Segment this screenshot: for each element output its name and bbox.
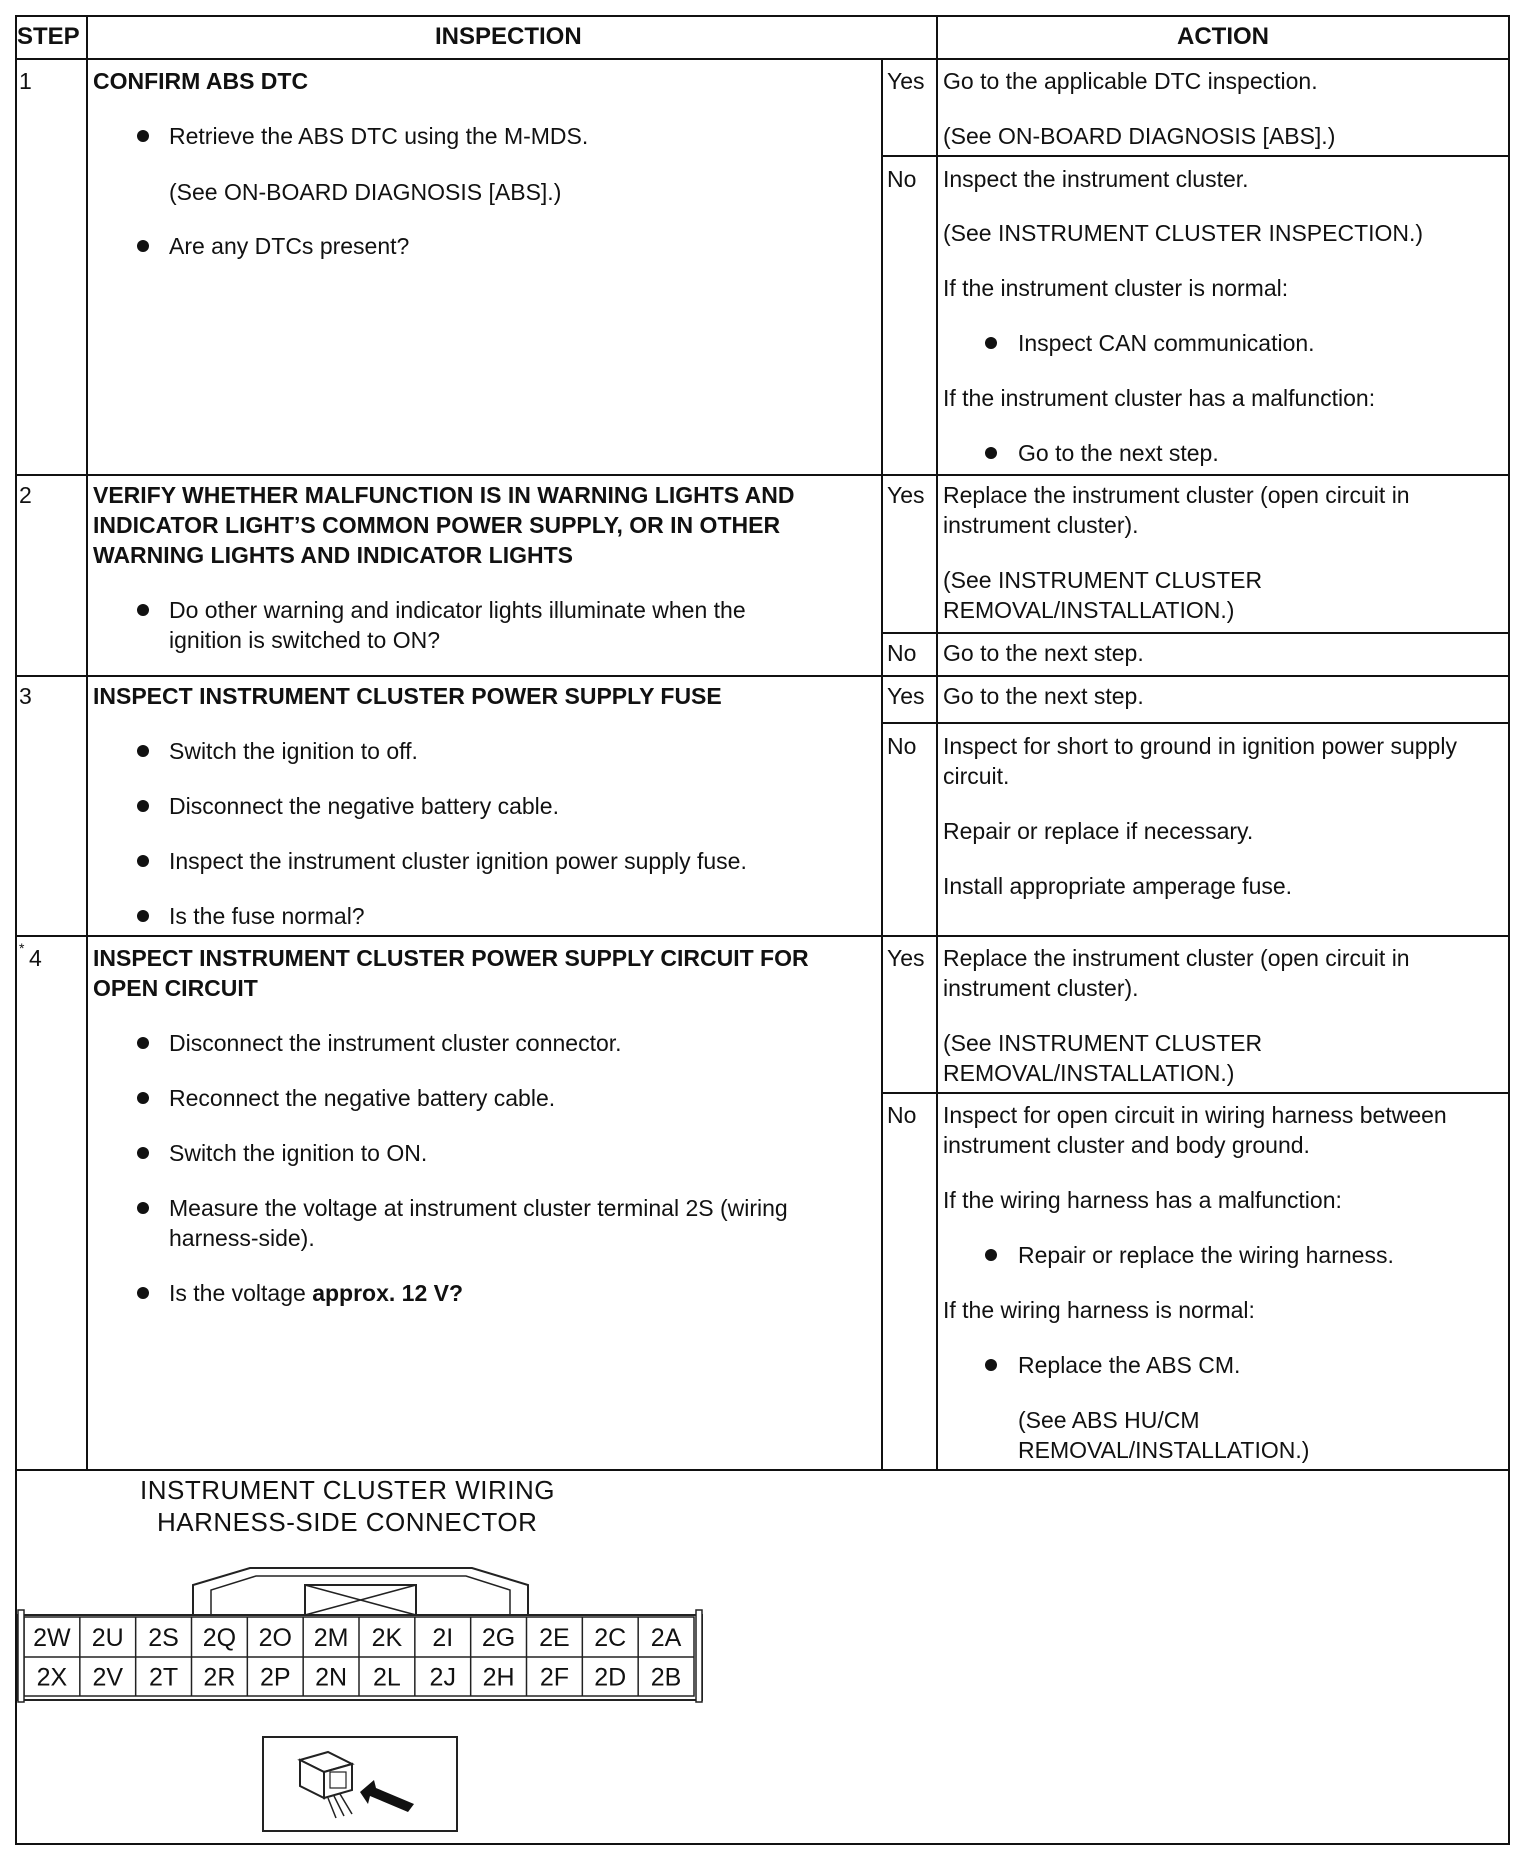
- inspection-item: Disconnect the negative battery cable.: [169, 793, 559, 819]
- view-arrow-icon: [360, 1780, 414, 1812]
- bullet-icon: [137, 1147, 149, 1159]
- action-text: REMOVAL/INSTALLATION.): [1018, 1437, 1310, 1463]
- pin-label: 2N: [315, 1663, 348, 1692]
- action-text: instrument cluster and body ground.: [943, 1132, 1310, 1158]
- pin-label: 2W: [33, 1624, 71, 1652]
- pin-label: 2H: [482, 1663, 515, 1692]
- pin-label: 2P: [259, 1663, 291, 1692]
- pin-label: 2F: [539, 1663, 570, 1692]
- yesno-column-divider: [881, 58, 883, 1470]
- no-label: No: [887, 733, 917, 759]
- connector-lock-tab: [193, 1568, 528, 1615]
- inspection-item: Do other warning and indicator lights illuminate when the: [169, 597, 746, 623]
- step-title: VERIFY WHETHER MALFUNCTION IS IN WARNING LIGHTS AND: [93, 482, 795, 508]
- step-title: INDICATOR LIGHT’S COMMON POWER SUPPLY, OR IN OTHER: [93, 512, 781, 538]
- pin-label: 2C: [594, 1624, 627, 1652]
- step-number: 3: [19, 683, 32, 709]
- inspection-item: [169, 1278, 463, 1308]
- inspection-item: harness-side).: [169, 1225, 315, 1251]
- inspection-item: ignition is switched to ON?: [169, 627, 441, 653]
- yes-label: Yes: [887, 482, 925, 508]
- action-text: If the instrument cluster has a malfunction:: [943, 385, 1376, 411]
- bullet-icon: [137, 130, 149, 142]
- table-bottom-divider: [15, 1469, 1510, 1471]
- bullet-icon: [137, 240, 149, 252]
- action-text: If the instrument cluster is normal:: [943, 275, 1289, 301]
- action-text: REMOVAL/INSTALLATION.): [943, 1060, 1235, 1086]
- bullet-icon: [137, 910, 149, 922]
- pin-label: 2D: [594, 1663, 627, 1692]
- action-text: (See INSTRUMENT CLUSTER: [943, 1030, 1263, 1056]
- diagram-title: INSTRUMENT CLUSTER WIRING: [140, 1475, 556, 1505]
- no-label: No: [887, 1102, 917, 1128]
- connector-view-icon: [262, 1736, 458, 1832]
- step-title: INSPECT INSTRUMENT CLUSTER POWER SUPPLY CIRCUIT FOR: [93, 945, 809, 971]
- diagram-title: HARNESS-SIDE CONNECTOR: [157, 1507, 538, 1537]
- connector-lock-tab-inner: [211, 1576, 510, 1615]
- header-step: STEP: [17, 23, 80, 50]
- step-mark: *: [19, 940, 25, 956]
- header-divider: [15, 58, 1510, 60]
- action-text: Inspect for short to ground in ignition power supply: [943, 733, 1457, 759]
- inspection-item: Is the fuse normal?: [169, 903, 365, 929]
- yes-label: Yes: [887, 945, 925, 971]
- step-column-divider: [86, 15, 88, 1470]
- action-text: (See ABS HU/CM: [1018, 1407, 1200, 1433]
- pin-label: 2M: [313, 1624, 349, 1652]
- action-text: Go to the applicable DTC inspection.: [943, 68, 1318, 94]
- bullet-icon: [985, 447, 997, 459]
- step-title: OPEN CIRCUIT: [93, 975, 258, 1001]
- bullet-icon: [985, 1249, 997, 1261]
- voltage-question: Is the voltage: [169, 1280, 313, 1306]
- action-text: Replace the instrument cluster (open circuit in: [943, 482, 1410, 508]
- bullet-icon: [985, 337, 997, 349]
- bullet-icon: [137, 1287, 149, 1299]
- inspection-item: Measure the voltage at instrument cluster terminal 2S (wiring: [169, 1195, 788, 1221]
- action-text: Repair or replace if necessary.: [943, 818, 1254, 844]
- row2-divider: [15, 675, 1510, 677]
- inspection-item: (See ON-BOARD DIAGNOSIS [ABS].): [169, 179, 562, 205]
- action-text: Go to the next step.: [1018, 440, 1219, 466]
- header-inspection: INSPECTION: [435, 23, 582, 50]
- inspection-item: Reconnect the negative battery cable.: [169, 1085, 556, 1111]
- inspection-item: Disconnect the instrument cluster connector.: [169, 1030, 622, 1056]
- action-text: Go to the next step.: [943, 683, 1144, 709]
- action-text: Install appropriate amperage fuse.: [943, 873, 1293, 899]
- bullet-icon: [137, 745, 149, 757]
- pin-label: 2A: [650, 1624, 682, 1652]
- pin-label: 2I: [432, 1624, 454, 1652]
- pin-label: 2Q: [202, 1624, 237, 1652]
- header-action: ACTION: [1177, 23, 1269, 50]
- action-text: (See ON-BOARD DIAGNOSIS [ABS].): [943, 123, 1336, 149]
- row2-yesno-divider: [881, 632, 1510, 634]
- action-text: Inspect the instrument cluster.: [943, 166, 1249, 192]
- pin-label: 2S: [148, 1624, 179, 1652]
- wire: [328, 1798, 336, 1818]
- connector-side-latch: [696, 1610, 702, 1702]
- row1-divider: [15, 474, 1510, 476]
- bullet-icon: [137, 855, 149, 867]
- bullet-icon: [137, 604, 149, 616]
- action-text: Replace the ABS CM.: [1018, 1352, 1241, 1378]
- action-text: instrument cluster).: [943, 512, 1139, 538]
- row3-yesno-divider: [881, 722, 1510, 724]
- action-text: If the wiring harness is normal:: [943, 1297, 1255, 1323]
- row4-yesno-divider: [881, 1092, 1510, 1094]
- pin-label: 2G: [481, 1624, 516, 1652]
- bullet-icon: [137, 800, 149, 812]
- action-text: Replace the instrument cluster (open circuit in: [943, 945, 1410, 971]
- yes-label: Yes: [887, 683, 925, 709]
- action-text: Go to the next step.: [943, 640, 1144, 666]
- inspection-item: Switch the ignition to ON.: [169, 1140, 428, 1166]
- inspection-item: Inspect the instrument cluster ignition power supply fuse.: [169, 848, 747, 874]
- no-label: No: [887, 166, 917, 192]
- step-title: INSPECT INSTRUMENT CLUSTER POWER SUPPLY FUSE: [93, 683, 722, 709]
- yes-label: Yes: [887, 68, 925, 94]
- inspection-action-divider: [936, 15, 938, 1470]
- inspection-item: Switch the ignition to off.: [169, 738, 418, 764]
- action-text: REMOVAL/INSTALLATION.): [943, 597, 1235, 623]
- inspection-item: Retrieve the ABS DTC using the M-MDS.: [169, 123, 589, 149]
- pin-label: 2V: [92, 1663, 124, 1692]
- voltage-spec: approx. 12 V?: [312, 1280, 464, 1306]
- connector-view-icon: [264, 1738, 456, 1830]
- pin-label: 2T: [148, 1663, 179, 1692]
- action-text: Repair or replace the wiring harness.: [1018, 1242, 1394, 1268]
- pin-label: 2E: [539, 1624, 570, 1652]
- pin-label: 2K: [371, 1624, 403, 1652]
- connector-side-latch: [18, 1610, 24, 1702]
- action-text: (See INSTRUMENT CLUSTER INSPECTION.): [943, 220, 1424, 246]
- pin-label: 2J: [429, 1663, 456, 1692]
- step-number: 4: [29, 945, 42, 971]
- bullet-icon: [985, 1359, 997, 1371]
- action-text: If the wiring harness has a malfunction:: [943, 1187, 1342, 1213]
- pin-label: 2U: [91, 1624, 124, 1652]
- bullet-icon: [137, 1202, 149, 1214]
- action-text: circuit.: [943, 763, 1010, 789]
- row1-yesno-divider: [881, 155, 1510, 157]
- action-text: Inspect for open circuit in wiring harness between: [943, 1102, 1447, 1128]
- action-text: instrument cluster).: [943, 975, 1139, 1001]
- bullet-icon: [137, 1092, 149, 1104]
- action-text: (See INSTRUMENT CLUSTER: [943, 567, 1263, 593]
- step-title: CONFIRM ABS DTC: [93, 68, 309, 94]
- step-number: 1: [19, 68, 32, 94]
- step-number: 2: [19, 482, 32, 508]
- pin-label: 2O: [258, 1624, 292, 1652]
- bullet-icon: [137, 1037, 149, 1049]
- pin-label: 2R: [203, 1663, 236, 1692]
- connector-diagram: [0, 1560, 720, 1710]
- pin-label: 2L: [373, 1663, 401, 1692]
- step-title: WARNING LIGHTS AND INDICATOR LIGHTS: [93, 542, 574, 568]
- pin-label: 2X: [36, 1663, 68, 1692]
- action-text: Inspect CAN communication.: [1018, 330, 1315, 356]
- row3-divider: [15, 935, 1510, 937]
- no-label: No: [887, 640, 917, 666]
- pin-label: 2B: [650, 1663, 682, 1692]
- inspection-item: Are any DTCs present?: [169, 233, 410, 259]
